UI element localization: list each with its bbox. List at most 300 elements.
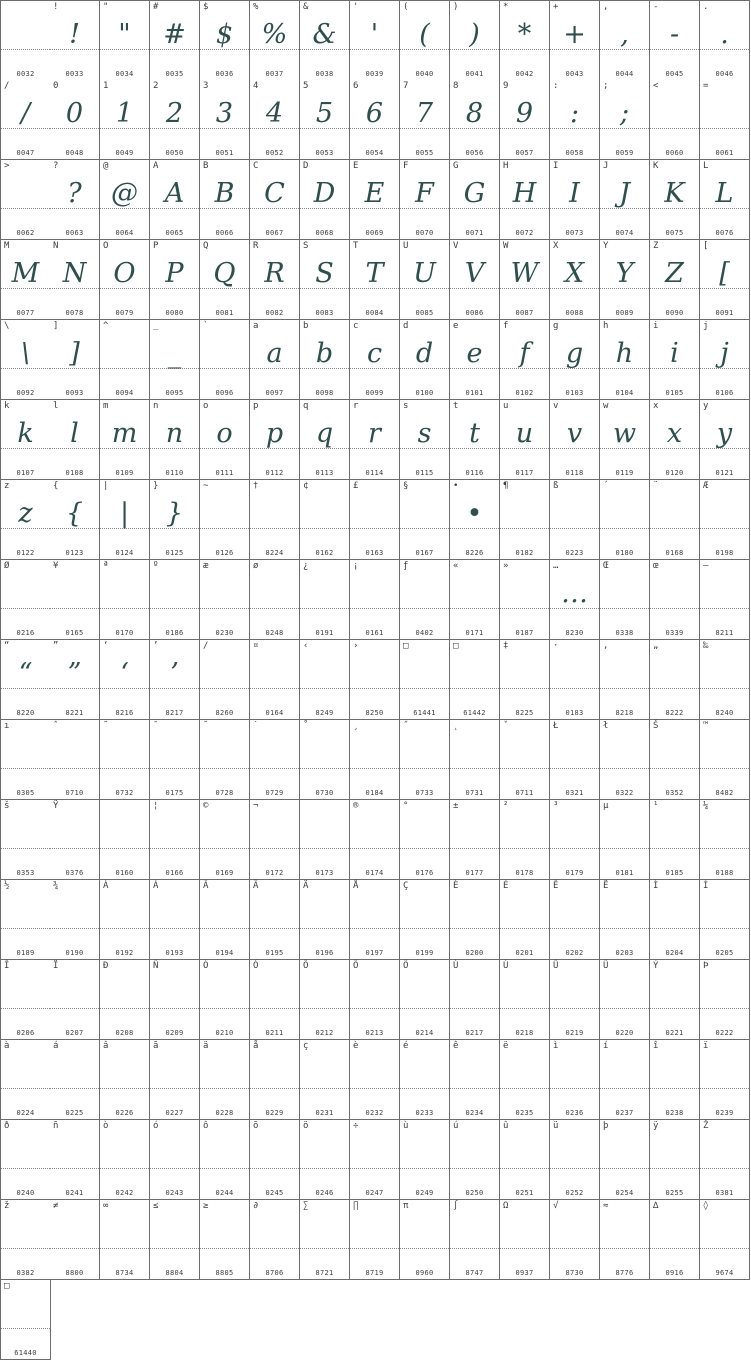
character-label: Ò — [203, 961, 209, 971]
glyph-cell — [50, 320, 100, 400]
character-code: 0322 — [615, 789, 634, 797]
glyph-sample: _ — [167, 338, 182, 369]
character-code: 0168 — [665, 549, 684, 557]
glyph-cell — [550, 480, 600, 560]
character-code: 0115 — [415, 469, 434, 477]
glyph-sample: S — [315, 258, 334, 289]
character-label: ˝ — [403, 721, 409, 731]
glyph-cell — [700, 880, 750, 960]
baseline-rule — [650, 768, 699, 769]
character-label: & — [303, 2, 309, 12]
character-code: 8222 — [665, 709, 684, 717]
baseline-rule — [550, 1168, 599, 1169]
character-label: ð — [4, 1121, 10, 1131]
baseline-rule — [700, 128, 749, 129]
character-code: 0075 — [665, 229, 684, 237]
character-code: 0087 — [515, 309, 534, 317]
glyph-cell — [300, 320, 350, 400]
character-label: ù — [403, 1121, 409, 1131]
glyph-cell — [550, 1200, 600, 1280]
baseline-rule — [700, 608, 749, 609]
baseline-rule — [350, 1008, 399, 1009]
glyph-cell — [200, 560, 250, 640]
glyph-cell — [250, 320, 300, 400]
character-code: 0104 — [615, 389, 634, 397]
glyph-sample: T — [365, 258, 384, 289]
glyph-cell — [700, 1200, 750, 1280]
glyph-cell — [450, 1120, 500, 1200]
glyph-cell — [700, 1040, 750, 1120]
character-code: 0101 — [465, 389, 484, 397]
glyph-cell — [50, 880, 100, 960]
glyph-sample: K — [664, 178, 685, 209]
character-code: 0064 — [115, 229, 134, 237]
character-label: ë — [503, 1041, 509, 1051]
character-code: 0080 — [165, 309, 184, 317]
glyph-sample: # — [163, 19, 186, 50]
baseline-rule — [300, 608, 349, 609]
glyph-cell — [0, 1280, 51, 1360]
baseline-rule — [200, 1248, 249, 1249]
glyph-cell — [250, 880, 300, 960]
glyph-cell — [400, 0, 450, 81]
baseline-rule — [550, 1248, 599, 1249]
glyph-cell — [0, 0, 51, 81]
baseline-rule — [400, 1248, 449, 1249]
character-code: 0076 — [715, 229, 734, 237]
glyph-cell — [100, 880, 150, 960]
character-code: 0109 — [115, 469, 134, 477]
character-code: 0176 — [415, 869, 434, 877]
baseline-rule — [1, 49, 50, 50]
character-label: Ł — [553, 721, 559, 731]
glyph-cell — [500, 560, 550, 640]
glyph-cell — [700, 720, 750, 800]
character-code: 0224 — [16, 1109, 35, 1117]
character-code: 0216 — [16, 629, 35, 637]
glyph-cell — [350, 240, 400, 320]
glyph-cell — [350, 400, 400, 480]
character-label: à — [4, 1041, 10, 1051]
glyph-cell — [200, 240, 250, 320]
character-label: ã — [153, 1041, 159, 1051]
glyph-cell — [200, 1200, 250, 1280]
character-label: s — [403, 401, 409, 411]
character-code: 0960 — [415, 1269, 434, 1277]
character-code: 0402 — [415, 629, 434, 637]
baseline-rule — [100, 1008, 149, 1009]
character-label: v — [553, 401, 559, 411]
baseline-rule — [600, 1008, 649, 1009]
character-code: 0242 — [115, 1189, 134, 1197]
character-label: æ — [203, 561, 209, 571]
character-code: 0240 — [16, 1189, 35, 1197]
baseline-rule — [250, 1168, 299, 1169]
character-code: 0122 — [16, 549, 35, 557]
character-label: ∫ — [453, 1201, 459, 1211]
glyph-sample: H — [512, 178, 537, 209]
character-code: 0187 — [515, 629, 534, 637]
character-label: [ — [703, 241, 709, 251]
character-label: k — [4, 401, 10, 411]
baseline-rule — [650, 1248, 699, 1249]
character-label: 3 — [203, 81, 209, 91]
character-label: t — [453, 401, 459, 411]
character-label: ¦ — [153, 801, 159, 811]
glyph-cell — [100, 160, 150, 240]
baseline-rule — [500, 608, 549, 609]
glyph-sample: 7 — [415, 98, 434, 129]
character-label: ú — [453, 1121, 459, 1131]
baseline-rule — [100, 928, 149, 929]
baseline-rule — [350, 1248, 399, 1249]
glyph-cell — [300, 560, 350, 640]
character-label: G — [453, 161, 459, 171]
glyph-sample: J — [619, 178, 630, 209]
character-code: 0180 — [615, 549, 634, 557]
baseline-rule — [300, 1168, 349, 1169]
character-code: 0086 — [465, 309, 484, 317]
character-code: 0172 — [265, 869, 284, 877]
glyph-cell — [650, 1120, 700, 1200]
character-label: c — [353, 321, 359, 331]
character-code: 8217 — [165, 709, 184, 717]
glyph-cell — [300, 720, 350, 800]
glyph-cell — [350, 1040, 400, 1120]
character-code: 0089 — [615, 309, 634, 317]
glyph-cell — [200, 800, 250, 880]
glyph-cell — [200, 720, 250, 800]
glyph-sample: h — [615, 338, 634, 369]
character-label: í — [603, 1041, 609, 1051]
character-code: 0045 — [665, 70, 684, 78]
character-code: 0249 — [415, 1189, 434, 1197]
character-label: " — [103, 2, 109, 12]
glyph-cell — [200, 880, 250, 960]
glyph-cell — [450, 960, 500, 1040]
glyph-cell — [600, 800, 650, 880]
character-label: □ — [453, 641, 459, 651]
glyph-cell — [200, 480, 250, 560]
glyph-sample: 2 — [165, 98, 184, 129]
character-label: ’ — [153, 641, 159, 651]
glyph-sample: 5 — [315, 98, 334, 129]
character-label: } — [153, 481, 159, 491]
glyph-sample: z — [18, 498, 33, 529]
character-code: 8250 — [365, 709, 384, 717]
glyph-sample: 8 — [465, 98, 484, 129]
glyph-cell — [550, 0, 600, 81]
character-code: 0068 — [315, 229, 334, 237]
character-label: N — [53, 241, 59, 251]
glyph-sample: u — [515, 418, 534, 449]
glyph-cell — [150, 1200, 200, 1280]
glyph-cell — [400, 800, 450, 880]
glyph-cell — [200, 160, 250, 240]
character-code: 0193 — [165, 949, 184, 957]
character-code: 0095 — [165, 389, 184, 397]
character-label: ‰ — [703, 641, 709, 651]
character-label: Ú — [503, 961, 509, 971]
character-label: ” — [53, 641, 59, 651]
character-label: ä — [203, 1041, 209, 1051]
glyph-sample: q — [315, 418, 334, 449]
glyph-cell — [100, 80, 150, 160]
glyph-sample: : — [569, 98, 580, 129]
glyph-cell — [400, 320, 450, 400]
character-label: O — [103, 241, 109, 251]
glyph-cell — [650, 560, 700, 640]
glyph-cell — [400, 1040, 450, 1120]
character-code: 0177 — [465, 869, 484, 877]
character-code: 0178 — [515, 869, 534, 877]
character-code: 0070 — [415, 229, 434, 237]
character-label: Ê — [553, 881, 559, 891]
character-code: 0059 — [615, 149, 634, 157]
character-code: 0382 — [16, 1269, 35, 1277]
character-code: 0167 — [415, 549, 434, 557]
glyph-cell — [150, 720, 200, 800]
baseline-rule — [650, 128, 699, 129]
baseline-rule — [700, 928, 749, 929]
glyph-cell — [350, 1200, 400, 1280]
glyph-cell — [50, 960, 100, 1040]
character-code: 0092 — [16, 389, 35, 397]
baseline-rule — [350, 768, 399, 769]
character-code: 8776 — [615, 1269, 634, 1277]
character-code: 0051 — [215, 149, 234, 157]
character-code: 0210 — [215, 1029, 234, 1037]
baseline-rule — [450, 928, 499, 929]
character-code: 0246 — [315, 1189, 334, 1197]
character-code: 0103 — [565, 389, 584, 397]
glyph-cell — [50, 80, 100, 160]
character-label: © — [203, 801, 209, 811]
baseline-rule — [250, 1088, 299, 1089]
baseline-rule — [450, 848, 499, 849]
baseline-rule — [200, 368, 249, 369]
character-code: 61442 — [463, 709, 486, 717]
character-code: 8721 — [315, 1269, 334, 1277]
baseline-rule — [500, 528, 549, 529]
baseline-rule — [1, 848, 50, 849]
glyph-cell — [400, 160, 450, 240]
baseline-rule — [200, 1008, 249, 1009]
baseline-rule — [550, 688, 599, 689]
glyph-cell — [100, 1120, 150, 1200]
baseline-rule — [150, 608, 199, 609]
character-label: ± — [453, 801, 459, 811]
character-label: Ç — [403, 881, 409, 891]
baseline-rule — [600, 608, 649, 609]
glyph-sample: j — [720, 338, 729, 369]
glyph-cell — [450, 1200, 500, 1280]
glyph-cell — [300, 480, 350, 560]
baseline-rule — [700, 1008, 749, 1009]
character-code: 0072 — [515, 229, 534, 237]
character-code: 0192 — [115, 949, 134, 957]
baseline-rule — [150, 1008, 199, 1009]
baseline-rule — [600, 928, 649, 929]
character-label: ∞ — [103, 1201, 109, 1211]
character-code: 0198 — [715, 549, 734, 557]
glyph-sample: { — [65, 498, 84, 529]
character-code: 0211 — [265, 1029, 284, 1037]
glyph-cell — [700, 240, 750, 320]
character-code: 8220 — [16, 709, 35, 717]
glyph-cell — [650, 160, 700, 240]
character-code: 0231 — [315, 1109, 334, 1117]
character-code: 8804 — [165, 1269, 184, 1277]
glyph-cell — [650, 720, 700, 800]
character-code: 0049 — [115, 149, 134, 157]
glyph-cell — [650, 400, 700, 480]
character-label: Ö — [403, 961, 409, 971]
character-code: 0120 — [665, 469, 684, 477]
glyph-cell — [200, 640, 250, 720]
baseline-rule — [50, 928, 99, 929]
character-label: Œ — [603, 561, 609, 571]
baseline-rule — [350, 528, 399, 529]
character-code: 0164 — [265, 709, 284, 717]
glyph-sample: a — [266, 338, 283, 369]
character-label: Á — [153, 881, 159, 891]
character-code: 8226 — [465, 549, 484, 557]
baseline-rule — [150, 768, 199, 769]
glyph-cell — [300, 400, 350, 480]
glyph-sample: P — [165, 258, 184, 289]
character-code: 0046 — [715, 70, 734, 78]
character-label: C — [253, 161, 259, 171]
character-label: È — [453, 881, 459, 891]
glyph-cell — [0, 720, 51, 800]
baseline-rule — [650, 928, 699, 929]
character-label: ) — [453, 2, 459, 12]
baseline-rule — [250, 1248, 299, 1249]
glyph-sample: “ — [18, 658, 33, 689]
character-code: 0732 — [115, 789, 134, 797]
glyph-cell — [200, 1040, 250, 1120]
glyph-sample: R — [264, 258, 285, 289]
character-label: L — [703, 161, 709, 171]
glyph-cell — [250, 960, 300, 1040]
character-code: 0251 — [515, 1189, 534, 1197]
glyph-cell — [100, 0, 150, 81]
character-label: b — [303, 321, 309, 331]
glyph-cell — [50, 1200, 100, 1280]
character-label: y — [703, 401, 709, 411]
character-label: ¹ — [653, 801, 659, 811]
character-code: 0042 — [515, 70, 534, 78]
baseline-rule — [500, 1168, 549, 1169]
character-code: 8218 — [615, 709, 634, 717]
character-code: 0731 — [465, 789, 484, 797]
baseline-rule — [450, 688, 499, 689]
glyph-sample: G — [463, 178, 486, 209]
character-label: T — [353, 241, 359, 251]
character-label: · — [553, 641, 559, 651]
glyph-cell — [600, 880, 650, 960]
glyph-sample: l — [70, 418, 79, 449]
glyph-cell — [400, 640, 450, 720]
glyph-cell — [100, 960, 150, 1040]
character-code: 0191 — [315, 629, 334, 637]
baseline-rule — [300, 1008, 349, 1009]
glyph-cell — [100, 1040, 150, 1120]
character-label: K — [653, 161, 659, 171]
character-code: 0057 — [515, 149, 534, 157]
glyph-cell — [300, 0, 350, 81]
character-label: ¼ — [703, 801, 709, 811]
character-label: π — [403, 1201, 409, 1211]
character-code: 0056 — [465, 149, 484, 157]
character-code: 0255 — [665, 1189, 684, 1197]
character-code: 0189 — [16, 949, 35, 957]
character-label: A — [153, 161, 159, 171]
baseline-rule — [350, 688, 399, 689]
glyph-sample: w — [612, 418, 637, 449]
glyph-sample: U — [413, 258, 436, 289]
glyph-cell — [300, 160, 350, 240]
character-label: # — [153, 2, 159, 12]
character-code: 0352 — [665, 789, 684, 797]
glyph-cell — [550, 1040, 600, 1120]
glyph-sample: r — [368, 418, 381, 449]
character-code: 0038 — [315, 70, 334, 78]
character-code: 0213 — [365, 1029, 384, 1037]
character-label: 7 — [403, 81, 409, 91]
character-code: 0200 — [465, 949, 484, 957]
character-code: 0106 — [715, 389, 734, 397]
character-code: 0237 — [615, 1109, 634, 1117]
character-code: 0063 — [65, 229, 84, 237]
glyph-sample: ) — [469, 19, 480, 50]
character-label: n — [153, 401, 159, 411]
character-label: / — [203, 641, 209, 651]
glyph-cell — [150, 1120, 200, 1200]
baseline-rule — [550, 848, 599, 849]
glyph-sample: E — [364, 178, 385, 209]
character-label: ‡ — [503, 641, 509, 651]
character-label: < — [653, 81, 659, 91]
glyph-sample: d — [415, 338, 434, 369]
glyph-cell — [300, 1200, 350, 1280]
character-label: Z — [653, 241, 659, 251]
character-code: 0160 — [115, 869, 134, 877]
character-code: 0937 — [515, 1269, 534, 1277]
glyph-cell — [700, 560, 750, 640]
character-label: + — [553, 2, 559, 12]
glyph-cell — [100, 720, 150, 800]
character-label: ® — [353, 801, 359, 811]
character-label: Ë — [603, 881, 609, 891]
glyph-cell — [0, 880, 51, 960]
character-label: h — [603, 321, 609, 331]
baseline-rule — [650, 1168, 699, 1169]
glyph-cell — [500, 800, 550, 880]
character-code: 0353 — [16, 869, 35, 877]
glyph-sample: ’ — [170, 658, 179, 689]
baseline-rule — [1, 1088, 50, 1089]
glyph-cell — [500, 160, 550, 240]
character-code: 0050 — [165, 149, 184, 157]
character-label: Â — [203, 881, 209, 891]
glyph-cell — [250, 720, 300, 800]
character-code: 0252 — [565, 1189, 584, 1197]
glyph-cell — [250, 240, 300, 320]
baseline-rule — [400, 928, 449, 929]
glyph-cell — [500, 400, 550, 480]
